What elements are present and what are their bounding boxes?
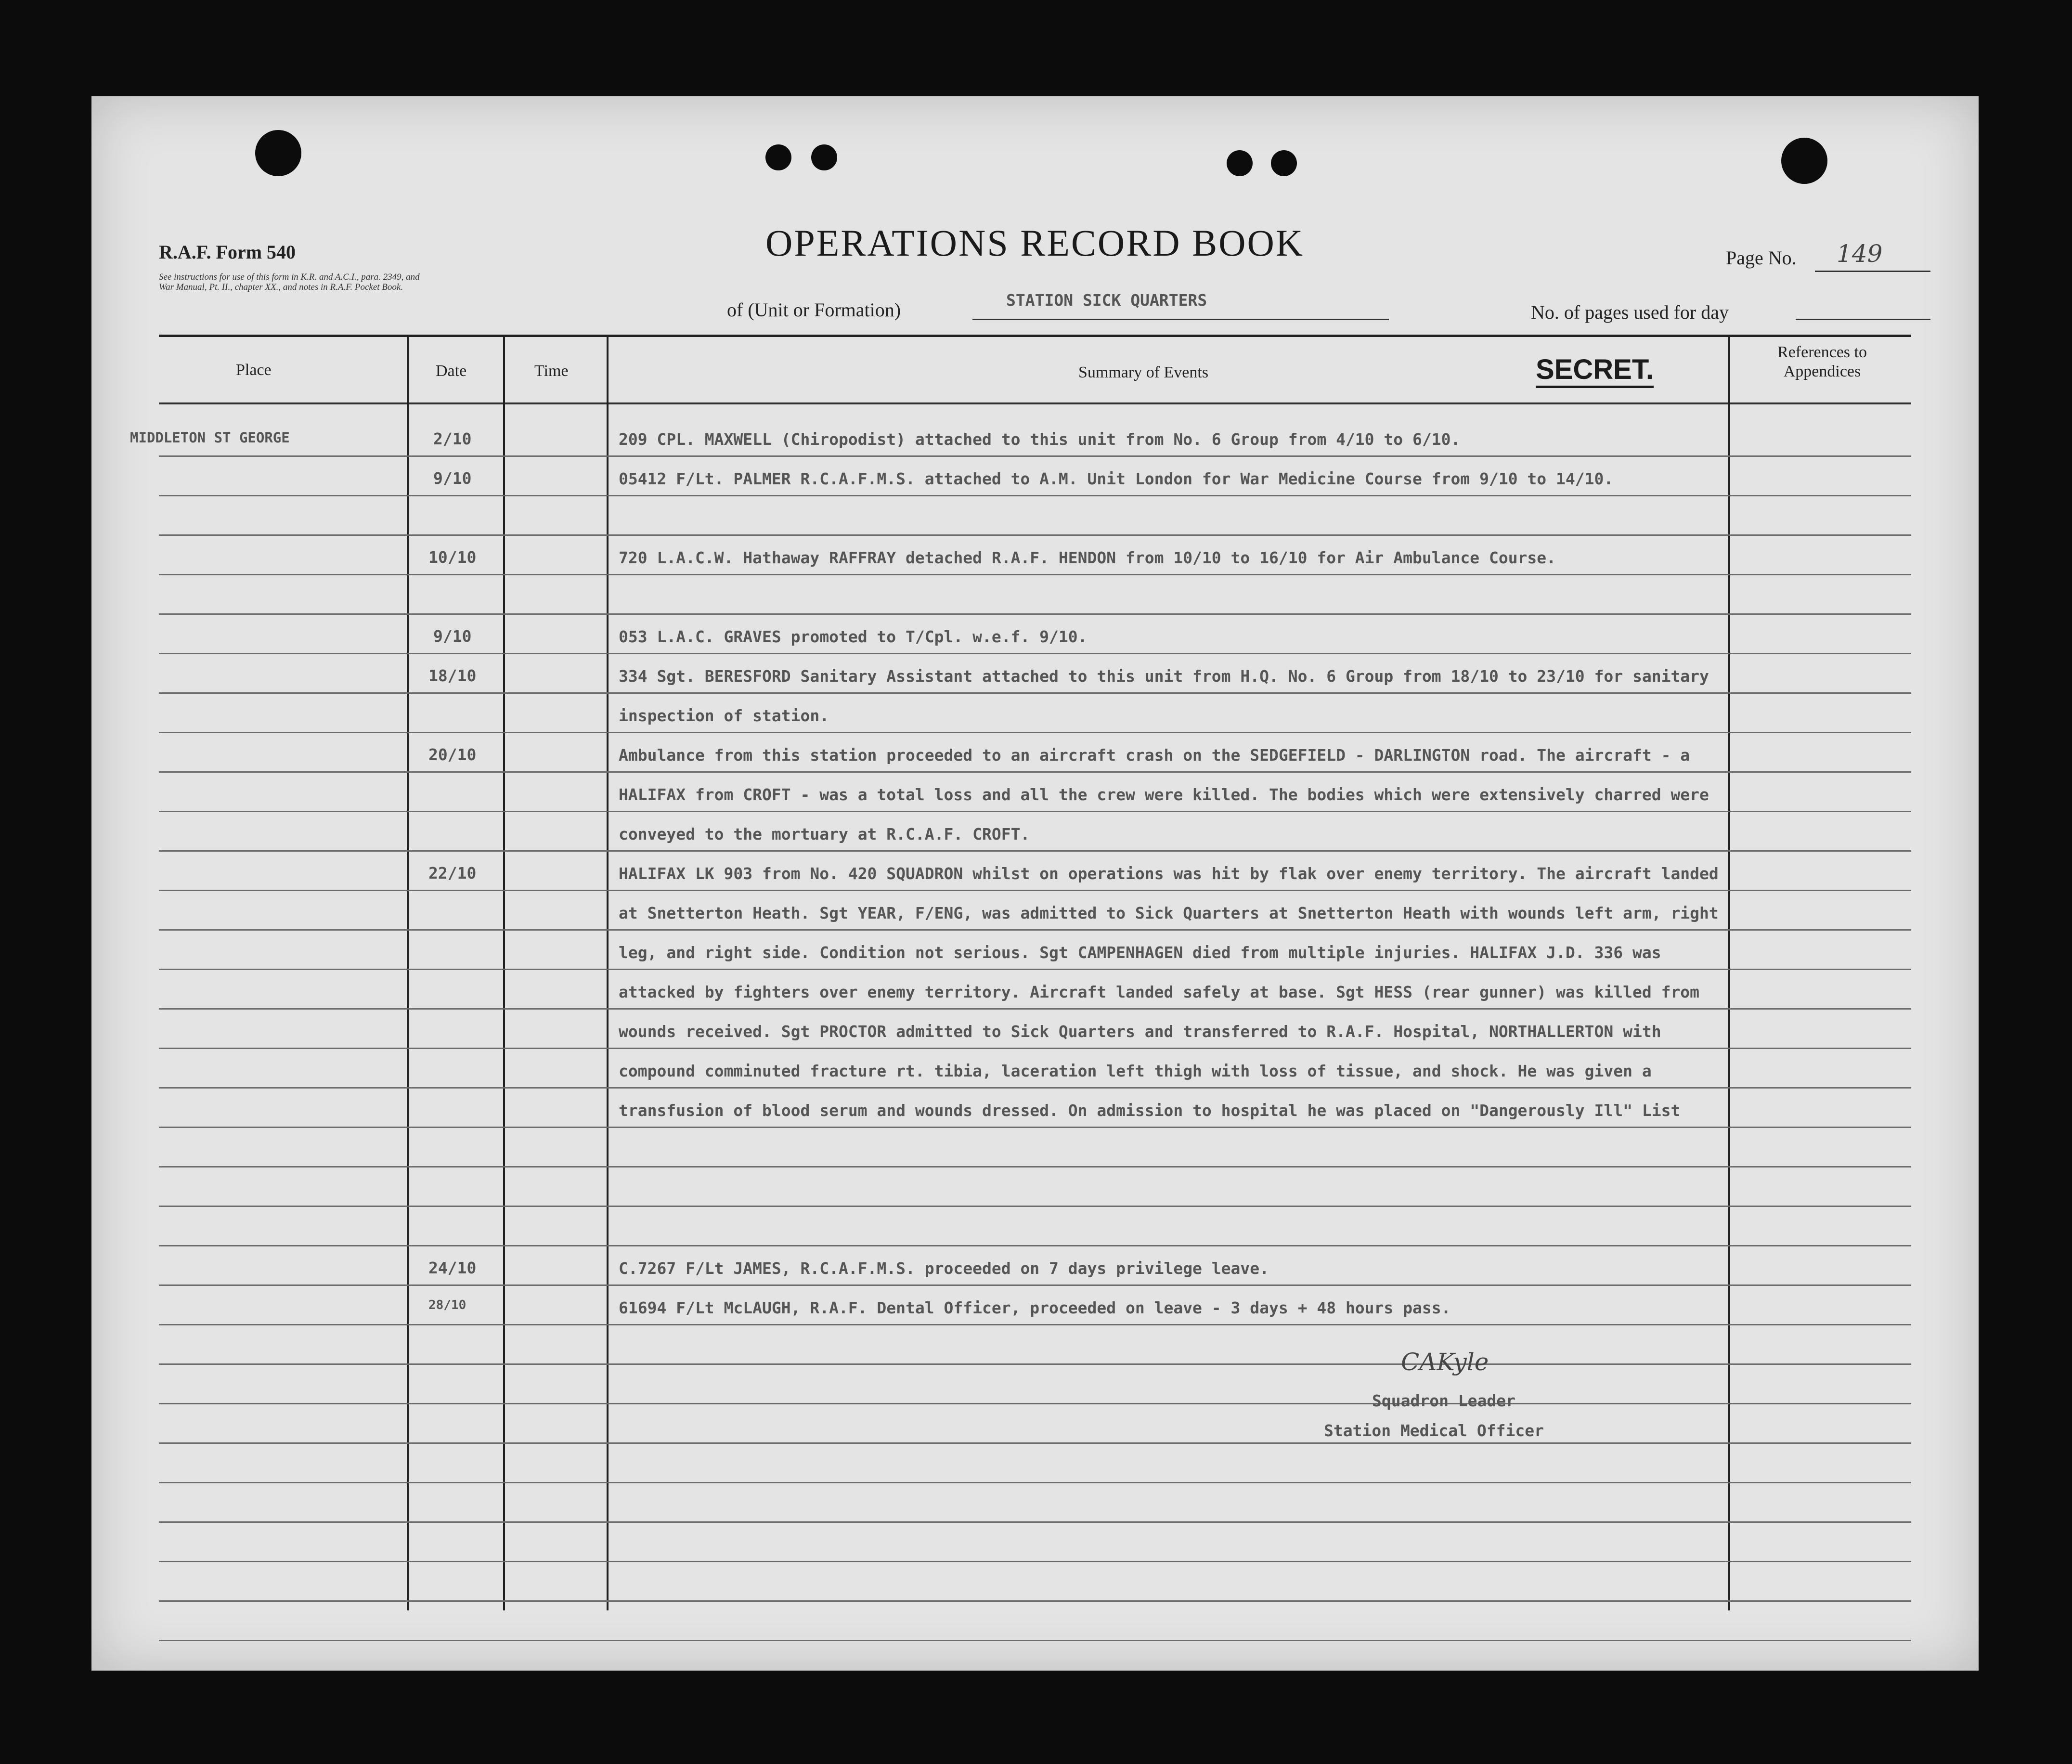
ruled-line	[159, 1363, 1911, 1365]
place-value: MIDDLETON ST GEORGE	[130, 429, 290, 446]
punch-hole	[1227, 150, 1253, 176]
secret-stamp: SECRET.	[1536, 354, 1654, 388]
ruled-line	[159, 1561, 1911, 1562]
ruled-line	[159, 1206, 1911, 1207]
header-references: References to Appendices	[1777, 343, 1867, 380]
entry-text: 05412 F/Lt. PALMER R.C.A.F.M.S. attached to A.M. Unit London for War Medicine Course from 9/10 to 14/10.	[619, 469, 1614, 488]
page-no-label: Page No.	[1726, 247, 1797, 269]
ruled-line	[159, 1482, 1911, 1483]
entry-text: 334 Sgt. BERESFORD Sanitary Assistant attached to this unit from H.Q. No. 6 Group from 18/10 to 23/10 for sanitary inspection of station.	[619, 667, 1709, 725]
entry-date: 24/10	[428, 1258, 477, 1277]
column-divider	[1728, 335, 1730, 1610]
entry-text: C.7267 F/Lt JAMES, R.C.A.F.M.S. proceeded on 7 days privilege leave.	[619, 1259, 1269, 1278]
column-divider	[607, 335, 609, 1610]
entry-text: 053 L.A.C. GRAVES promoted to T/Cpl. w.e.f. 9/10.	[619, 627, 1088, 646]
entry-date: 2/10	[433, 429, 472, 448]
page-title: OPERATIONS RECORD BOOK	[765, 222, 1305, 264]
ruled-line	[159, 1166, 1911, 1167]
ruled-line	[159, 534, 1911, 536]
pages-used-underline	[1796, 319, 1930, 320]
column-divider	[407, 335, 409, 1610]
entry-date: 20/10	[428, 745, 477, 764]
header-date: Date	[436, 362, 467, 380]
binder-hole-right	[1781, 138, 1827, 184]
form-instructions: See instructions for use of this form in K.R. and A.C.I., para. 2349, and War Manual, Pt. II., chapter XX., and notes in R.A.F. Pocket Book.	[159, 272, 420, 292]
entry-date: 9/10	[433, 627, 472, 646]
header-summary: Summary of Events	[1078, 363, 1209, 381]
form-sheet	[91, 96, 1979, 1671]
ruled-line	[159, 1640, 1911, 1641]
entry-date: 22/10	[428, 864, 477, 882]
ruled-line	[159, 1442, 1911, 1444]
ruled-line	[159, 613, 1911, 615]
entry-date: 18/10	[428, 666, 477, 685]
binder-hole-left	[255, 130, 301, 176]
table-top-border	[159, 335, 1911, 337]
ruled-line	[159, 1521, 1911, 1523]
signature: CAKyle	[1401, 1348, 1489, 1376]
entry-date: 9/10	[433, 469, 472, 488]
header-place: Place	[236, 361, 272, 379]
punch-hole	[1271, 150, 1297, 176]
ruled-line	[159, 1245, 1911, 1246]
punch-hole	[765, 144, 791, 170]
punch-hole	[811, 144, 837, 170]
ruled-line	[159, 1403, 1911, 1404]
header-bottom-border	[159, 402, 1911, 404]
page-no-underline	[1815, 271, 1930, 272]
unit-label: of (Unit or Formation)	[727, 299, 901, 321]
entry-text: 61694 F/Lt McLAUGH, R.A.F. Dental Officer, proceeded on leave - 3 days + 48 hours pass.	[619, 1298, 1451, 1317]
entry-text: 209 CPL. MAXWELL (Chiropodist) attached to this unit from No. 6 Group from 4/10 to 6/10.	[619, 430, 1461, 449]
entry-text: HALIFAX LK 903 from No. 420 SQUADRON whilst on operations was hit by flak over enemy territory. The aircraft landed at Snetterton Heath. Sgt YEAR, F/ENG, was admitted to Sick Quarters at Snetterton Heath with wounds left arm, right leg, and right side. Condition not serious. Sgt CAMPENHAGEN died from multiple injuries. HALIFAX J.D. 336 was attacked by fighters over enemy territory. Aircraft landed safely at base. Sgt HESS (rear gunner) was killed from wounds received. Sgt PROCTOR admitted to Sick Quarters and transferred to R.A.F. Hospital, NORTHALLERTON with compound comminuted fracture rt. tibia, laceration left thigh with loss of tissue, and shock. He was given a transfusion of blood serum and wounds dressed. On admission to hospital he was placed on "Dangerously Ill" List	[619, 864, 1719, 1120]
unit-value: STATION SICK QUARTERS	[1006, 291, 1207, 310]
ruled-line	[159, 1600, 1911, 1602]
signatory-rank: Squadron Leader	[1372, 1391, 1516, 1410]
signatory-role: Station Medical Officer	[1324, 1421, 1544, 1440]
header-time: Time	[534, 362, 569, 380]
column-divider	[503, 335, 505, 1610]
entry-text: 720 L.A.C.W. Hathaway RAFFRAY detached R.A.F. HENDON from 10/10 to 16/10 for Air Ambulance Course.	[619, 548, 1556, 567]
form-number: R.A.F. Form 540	[159, 241, 296, 263]
entry-text: Ambulance from this station proceeded to an aircraft crash on the SEDGEFIELD - DARLINGTON road. The aircraft - a HALIFAX from CROFT - was a total loss and all the crew were killed. The bodies which were extensively charred were conveyed to the mortuary at R.C.A.F. CROFT.	[619, 746, 1709, 843]
entry-date: 28/10	[428, 1298, 466, 1312]
unit-underline	[972, 319, 1389, 320]
page-no-value: 149	[1837, 240, 1883, 268]
entry-date: 10/10	[428, 548, 477, 567]
pages-used-label: No. of pages used for day	[1531, 301, 1729, 323]
